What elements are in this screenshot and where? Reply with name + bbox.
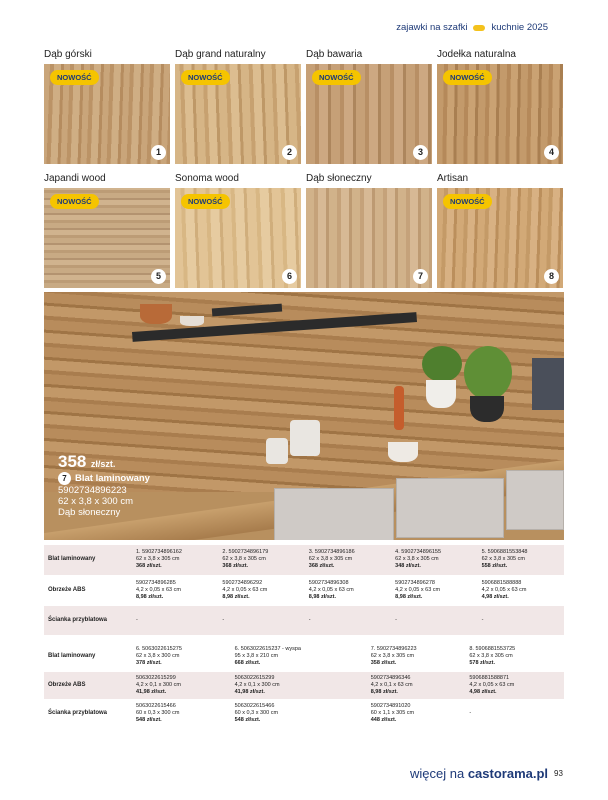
product-dims: 62 x 3,8 x 300 cm xyxy=(58,496,133,507)
table-cell: - xyxy=(391,605,477,635)
table-cell: 5. 5906881553848 62 x 3,8 x 305 cm 558 zł/szt. xyxy=(478,545,564,575)
page-header xyxy=(396,22,548,33)
price-value: 358 xyxy=(58,452,87,471)
table-cell: 5063022615299 4,2 x 0,1 x 300 cm 41,98 zł/szt. xyxy=(132,671,231,699)
table-row xyxy=(44,575,564,605)
table-cell: 5902734891020 60 x 1,1 x 305 cm 448 zł/szt. xyxy=(367,699,466,727)
cabinet-front xyxy=(274,488,394,540)
table-cell: - xyxy=(305,605,391,635)
price-table-2 xyxy=(44,643,564,728)
plant-image xyxy=(464,346,512,400)
table-cell: 5063022615299 4,2 x 0,1 x 300 cm 41,98 zł/szt. xyxy=(231,671,367,699)
swatch-tile[interactable] xyxy=(437,172,563,288)
row-label: Obrzeże ABS xyxy=(44,575,132,605)
row-label: Blat laminowany xyxy=(44,643,132,671)
new-badge: NOWOŚĆ xyxy=(181,70,230,85)
swatch-name: Dąb słoneczny xyxy=(306,173,372,184)
swatch-tile[interactable] xyxy=(175,48,301,164)
table-cell: 3. 5902734896186 62 x 3,8 x 305 cm 368 zł/szt. xyxy=(305,545,391,575)
table-cell: 6. 5063022615275 62 x 3,8 x 300 cm 378 zł/szt. xyxy=(132,643,231,671)
row-label: Blat laminowany xyxy=(44,545,132,575)
row-label: Obrzeże ABS xyxy=(44,671,132,699)
table-cell: 8. 5906881553725 62 x 3,8 x 305 cm 578 zł/szt. xyxy=(465,643,564,671)
book-image xyxy=(532,358,564,410)
wood-swatch xyxy=(437,64,563,164)
row-label: Ścianka przyblatowa xyxy=(44,699,132,727)
mortar-image xyxy=(388,442,418,462)
table-cell: 5902734896285 4,2 x 0,05 x 63 cm 8,98 zł/szt. xyxy=(132,575,218,605)
swatch-name: Japandi wood xyxy=(44,173,106,184)
swatch-number: 6 xyxy=(282,269,297,284)
separator-pill xyxy=(473,25,485,31)
table-cell: 5906881588888 4,2 x 0,05 x 63 cm 4,98 zł/szt. xyxy=(478,575,564,605)
table-cell: 5906881588871 4,2 x 0,05 x 63 cm 4,98 zł/szt. xyxy=(465,671,564,699)
wood-swatch xyxy=(44,64,170,164)
swatch-tile[interactable] xyxy=(175,172,301,288)
swatch-tile[interactable] xyxy=(306,48,432,164)
footer-link[interactable] xyxy=(410,766,548,781)
section-label: zajawki na szafki xyxy=(396,22,468,33)
new-badge: NOWOŚĆ xyxy=(443,70,492,85)
new-badge: NOWOŚĆ xyxy=(50,194,99,209)
pot-image xyxy=(470,396,504,422)
table-cell: 7. 5902734896223 62 x 3,8 x 305 cm 358 zł/szt. xyxy=(367,643,466,671)
swatch-grid xyxy=(44,48,564,288)
table-cell: 6. 5063022615237 - wyspa 95 x 3,8 x 210 cm 668 zł/szt. xyxy=(231,643,367,671)
table-cell: - xyxy=(218,605,304,635)
table-cell: 5063022615466 60 x 0,3 x 300 cm 548 zł/szt. xyxy=(231,699,367,727)
swatch-name: Dąb górski xyxy=(44,49,92,60)
footer-pre: więcej na xyxy=(410,766,465,781)
table-row xyxy=(44,643,564,671)
wood-swatch xyxy=(306,188,432,288)
new-badge: NOWOŚĆ xyxy=(443,194,492,209)
catalog-label: kuchnie 2025 xyxy=(491,22,548,33)
table-cell: 2. 5902734896179 62 x 3,8 x 305 cm 368 zł/szt. xyxy=(218,545,304,575)
table-cell: - xyxy=(465,699,564,727)
product-title: Blat laminowany xyxy=(75,473,150,484)
pot-image xyxy=(426,380,456,408)
price-table-1 xyxy=(44,545,564,636)
plant-image xyxy=(422,346,462,382)
table-cell: 5902734896278 4,2 x 0,05 x 63 cm 8,98 zł/szt. xyxy=(391,575,477,605)
product-number: 7 xyxy=(58,472,71,485)
table-cell: 1. 5902734896162 62 x 3,8 x 305 cm 368 zł/szt. xyxy=(132,545,218,575)
new-badge: NOWOŚĆ xyxy=(181,194,230,209)
table-cell: 5902734896292 4,2 x 0,05 x 63 cm 8,98 zł/szt. xyxy=(218,575,304,605)
price-callout xyxy=(58,452,150,518)
swatch-row xyxy=(44,172,564,288)
swatch-number: 7 xyxy=(413,269,428,284)
new-badge: NOWOŚĆ xyxy=(312,70,361,85)
new-badge: NOWOŚĆ xyxy=(50,70,99,85)
swatch-number: 2 xyxy=(282,145,297,160)
footer-site: castorama.pl xyxy=(467,766,549,781)
product-finish: Dąb słoneczny xyxy=(58,507,121,518)
wood-swatch xyxy=(437,188,563,288)
swatch-number: 1 xyxy=(151,145,166,160)
table-row xyxy=(44,545,564,575)
swatch-number: 5 xyxy=(151,269,166,284)
bowl-image xyxy=(140,304,172,324)
table-cell: - xyxy=(478,605,564,635)
swatch-tile[interactable] xyxy=(44,172,170,288)
swatch-name: Sonoma wood xyxy=(175,173,239,184)
wood-swatch xyxy=(44,188,170,288)
table-cell: - xyxy=(132,605,218,635)
table-row xyxy=(44,699,564,727)
swatch-number: 4 xyxy=(544,145,559,160)
swatch-name: Jodełka naturalna xyxy=(437,49,516,60)
wood-swatch xyxy=(175,188,301,288)
product-code: 5902734896223 xyxy=(58,485,127,496)
page-number: 93 xyxy=(554,769,563,778)
swatch-number: 3 xyxy=(413,145,428,160)
table-cell: 5902734896308 4,2 x 0,05 x 63 cm 8,98 zł/szt. xyxy=(305,575,391,605)
swatch-name: Artisan xyxy=(437,173,469,184)
swatch-tile[interactable] xyxy=(44,48,170,164)
table-row xyxy=(44,671,564,699)
table-row xyxy=(44,605,564,635)
swatch-row xyxy=(44,48,564,164)
swatch-tile[interactable] xyxy=(437,48,563,164)
swatch-name: Dąb bawaria xyxy=(306,49,363,60)
wood-swatch xyxy=(306,64,432,164)
cabinet-front xyxy=(396,478,504,538)
price-unit: zł/szt. xyxy=(90,459,116,469)
swatch-name: Dąb grand naturalny xyxy=(175,49,266,60)
jar-image xyxy=(266,438,288,464)
kitchen-photo xyxy=(44,292,564,540)
table-cell: 5902734896346 4,2 x 0,1 x 63 cm 8,98 zł/szt. xyxy=(367,671,466,699)
row-label: Ścianka przyblatowa xyxy=(44,605,132,635)
table-cell: 5063022615466 60 x 0,3 x 300 cm 548 zł/szt. xyxy=(132,699,231,727)
swatch-number: 8 xyxy=(544,269,559,284)
swatch-tile[interactable] xyxy=(306,172,432,288)
jar-image xyxy=(290,420,320,456)
table-cell: 4. 5902734896155 62 x 3,8 x 305 cm 348 zł/szt. xyxy=(391,545,477,575)
wood-swatch xyxy=(175,64,301,164)
grinder-image xyxy=(394,386,404,430)
bowl-image xyxy=(180,316,204,326)
cabinet-front xyxy=(506,470,564,530)
